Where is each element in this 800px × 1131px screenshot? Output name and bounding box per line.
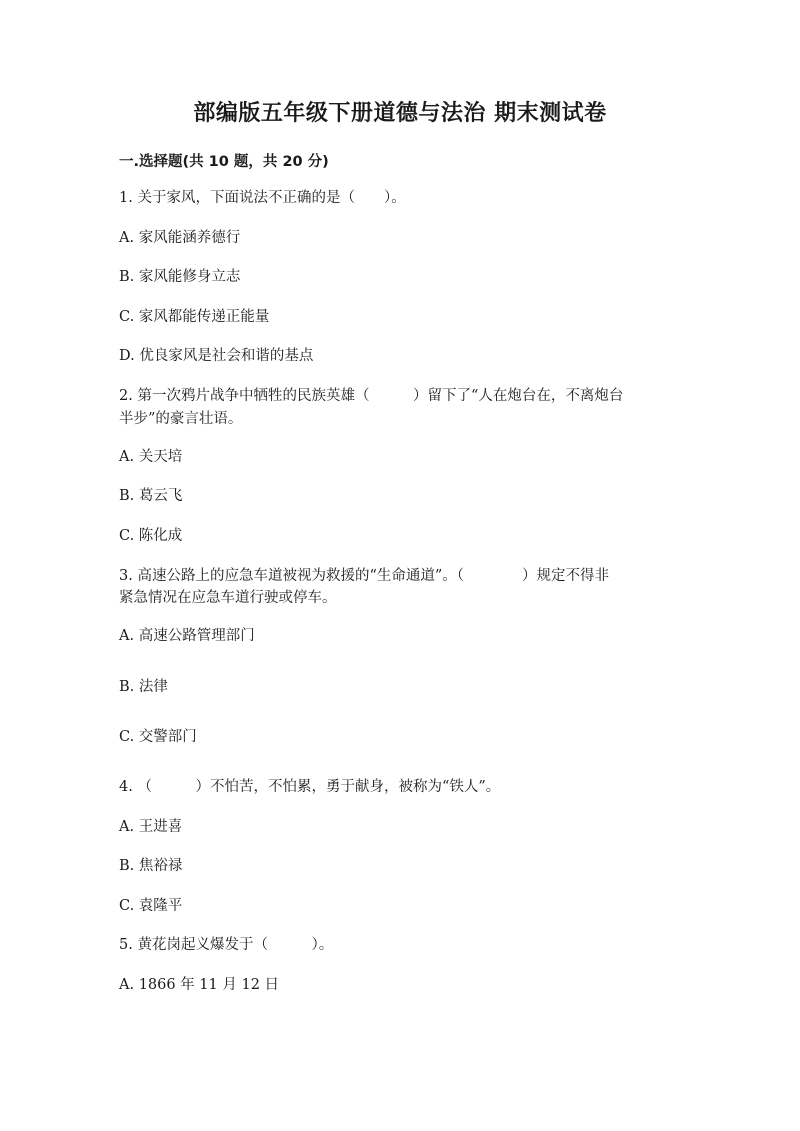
question-3-stem-line-2: 紧急情况在应急车道行驶或停车。 <box>119 590 337 606</box>
question-5-option-a: A. 1866 年 11 月 12 日 <box>119 977 280 993</box>
question-5-stem: 5. 黄花岗起义爆发于（ ）。 <box>119 937 334 953</box>
question-3-stem-line-1: 3. 高速公路上的应急车道被视为救援的“生命通道”。（ ）规定不得非 <box>119 568 610 584</box>
question-4-option-a: A. 王进喜 <box>119 819 183 835</box>
question-1-stem: 1. 关于家风，下面说法不正确的是（ ）。 <box>119 190 406 206</box>
question-2-option-a: A. 关天培 <box>119 449 183 465</box>
question-2-option-c: C. 陈化成 <box>119 528 183 544</box>
question-3-option-b: B. 法律 <box>119 679 168 695</box>
question-1-option-b: B. 家风能修身立志 <box>119 269 241 285</box>
question-4-stem: 4. （ ）不怕苦，不怕累，勇于献身，被称为“铁人”。 <box>119 779 501 795</box>
section-heading: 一.选择题(共 10 题，共 20 分) <box>119 154 329 170</box>
question-2-option-b: B. 葛云飞 <box>119 488 183 504</box>
question-2-stem-line-2: 半步”的豪言壮语。 <box>119 411 243 427</box>
question-1-option-c: C. 家风都能传递正能量 <box>119 309 270 325</box>
page-title: 部编版五年级下册道德与法治 期末测试卷 <box>193 101 607 126</box>
question-1-option-d: D. 优良家风是社会和谐的基点 <box>119 348 314 364</box>
question-4-option-b: B. 焦裕禄 <box>119 858 183 874</box>
question-4-option-c: C. 袁隆平 <box>119 898 183 914</box>
question-3-option-a: A. 高速公路管理部门 <box>119 628 255 644</box>
question-3-option-c: C. 交警部门 <box>119 729 197 745</box>
question-2-stem-line-1: 2. 第一次鸦片战争中牺牲的民族英雄（ ）留下了“人在炮台在，不离炮台 <box>119 388 624 404</box>
question-1-option-a: A. 家风能涵养德行 <box>119 230 241 246</box>
